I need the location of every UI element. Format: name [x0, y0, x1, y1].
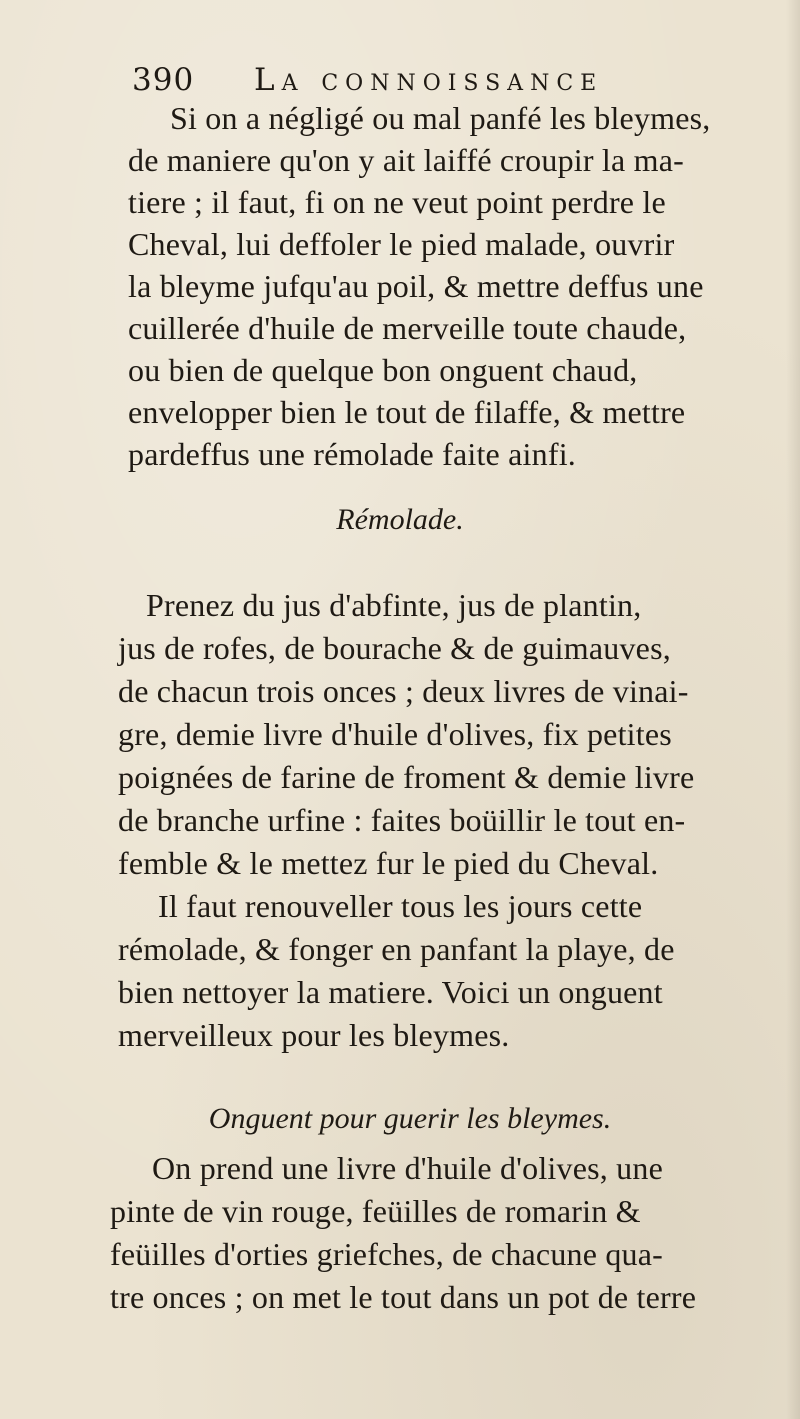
text-line: de chacun trois onces ; deux livres de vinai-	[118, 673, 689, 709]
text-line: jus de rofes, de bourache & de guimauves,	[118, 630, 671, 666]
text-line: Cheval, lui deffoler le pied malade, ouvrir	[128, 226, 675, 262]
text-line: envelopper bien le tout de filaffe, & mettre	[128, 394, 686, 430]
text-line: Prenez du jus d'abfinte, jus de plantin,	[146, 587, 642, 623]
text-line: ou bien de quelque bon onguent chaud,	[128, 352, 638, 388]
text-line: rémolade, & fonger en panfant la playe, de	[118, 931, 675, 967]
running-head: La connoissance	[254, 62, 604, 98]
text-line: bien nettoyer la matiere. Voici un onguent	[118, 974, 663, 1010]
text-line: de maniere qu'on y ait laiffé croupir la ma-	[128, 142, 684, 178]
text-line: On prend une livre d'huile d'olives, une	[152, 1150, 663, 1186]
page-number: 390	[132, 62, 195, 98]
text-line: merveilleux pour les bleymes.	[118, 1017, 510, 1053]
text-line: femble & le mettez fur le pied du Cheval.	[118, 845, 659, 881]
text-line: tre onces ; on met le tout dans un pot de terre	[110, 1279, 697, 1315]
text-line: Si on a négligé ou mal panfé les bleymes,	[170, 100, 711, 136]
text-line: poignées de farine de froment & demie livre	[118, 759, 695, 795]
text-line: gre, demie livre d'huile d'olives, fix petites	[118, 716, 672, 752]
text-line: Il faut renouveller tous les jours cette	[158, 888, 643, 924]
text-line: pinte de vin rouge, feüilles de romarin &	[110, 1193, 641, 1229]
text-line: feüilles d'orties griefches, de chacune qua-	[110, 1236, 663, 1272]
section-heading-remolade: Rémolade.	[336, 503, 464, 536]
page-edge-shadow	[786, 0, 800, 1419]
text-line: tiere ; il faut, fi on ne veut point perdre le	[128, 184, 666, 220]
text-line: cuillerée d'huile de merveille toute chaude,	[128, 310, 687, 346]
text-line: la bleyme jufqu'au poil, & mettre deffus une	[128, 268, 704, 304]
text-line: pardeffus une rémolade faite ainfi.	[128, 436, 576, 472]
text-line: de branche urfine : faites boüillir le tout en-	[118, 802, 686, 838]
section-heading-onguent: Onguent pour guerir les bleymes.	[208, 1102, 612, 1135]
